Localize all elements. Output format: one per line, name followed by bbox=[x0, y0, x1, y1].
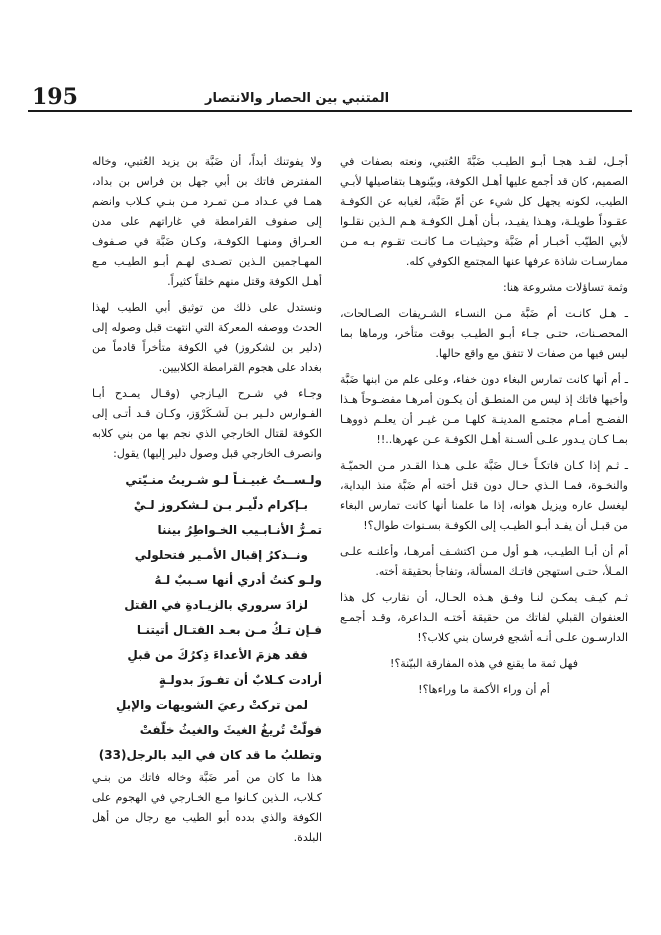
verse-line: فولّتْ تُريغُ الغيثَ والغيثُ خلّفتْ bbox=[139, 723, 322, 737]
verse-line: بـإكرام دلّيـر بـن لـشكروز لـيْ bbox=[133, 498, 308, 512]
paragraph: ثـم كيـف يمكـن لنـا وفـق هـذه الحـال، أن نقارب كل هذا العنفوان القبلي لفاتك من حقيقة أختـه الـداعرة، وقـد أجمـع الدارسـون علـى أنـه أشجع فرسان بني كلاب؟! bbox=[340, 591, 628, 644]
header-rule bbox=[28, 110, 632, 112]
verse-line: ونــذكرُ إقبال الأمـير فتحلولي bbox=[134, 548, 308, 562]
paragraph: ونستدل على ذلك من توثيق أبي الطيب لهذا الحدث ووصفه المعركة التي انتهت قبل وصوله إلى (دلير بن لشكروز) في الكوفة متأخراً قادماً من بغداد على هجوم القرامطة الكلابيين. bbox=[92, 301, 322, 374]
paragraph: وجـاء في شـرح اليـازجي (وقـال يمـدح أبـا الفـوارس دلـير بـن لَشـكَرْوَز، وكـان قـد أتـى إلى الكوفة لقتال الخارجي الذي نجم بها من بني كلابه وانصرف الخارجي قبل وصول دلير إليها) يقول: bbox=[92, 387, 322, 460]
right-column bbox=[340, 152, 628, 706]
closing-question: أم أن وراء الأكمة ما وراءها؟! bbox=[418, 683, 550, 696]
verse-line: لمن تركتْ رعيَ الشويهات والإبلِ bbox=[115, 698, 308, 712]
poem bbox=[92, 468, 322, 768]
closing-question: فهل ثمة ما يقنع في هذه المفارقة البيّنة؟! bbox=[390, 657, 578, 670]
paragraph: ـ ثـم إذا كـان فاتكـاً خـال ضَبَّة علـى هـذا القـدر مـن الحميّـة والنخـوة، فمـا الـذي حـال دون قتل أخته أم ضَبَّة منذ البداية، ليغسل عاره ويزيل هوانه، إذا ما علمنا أنها كانت تمارس البغاء من قبـل أن يفـد أبـو الطيـب إلى الكوفـة بسـنوات طوال؟! bbox=[340, 459, 628, 532]
paragraph: وثمة تساؤلات مشروعة هنا: bbox=[502, 281, 628, 294]
verse-line: وتطلبُ ما قد كان في اليد بالرجل(33) bbox=[98, 748, 322, 762]
verse-line: أرادت كـلابٌ أن تفـوزَ بدولـةٍ bbox=[158, 673, 322, 687]
verse-line: فقد هزمَ الأعداءَ ذِكرُكَ من قبلِ bbox=[127, 648, 308, 662]
verse-line: ولـســتُ غبيـنـاً لـو شـريتُ منـيّتي bbox=[125, 473, 322, 487]
paragraph: هذا ما كان من أمر ضَبَّة وخاله فاتك من بنـي كـلاب، الـذين كـانوا مـع الخـارجي في الهجوم على الكوفة والذي بدده أبو الطيب مع رجال من أهل البلدة. bbox=[92, 771, 322, 844]
verse-line: تمـرُّ الأنـابـيب الخـواطِرُ بيننا bbox=[157, 523, 322, 537]
left-column bbox=[92, 152, 322, 854]
running-title: المتنبي بين الحصار والانتصار bbox=[205, 91, 390, 106]
verse-line: ولـو كنتُ أدري أنها سـببٌ لـهُ bbox=[154, 573, 322, 587]
page-number: 195 bbox=[32, 84, 78, 110]
paragraph: أم أن أبـا الطيـب، هـو أول مـن اكتشـف أمرهـا، وأعلنـه علـى المـلأ، حتـى استهجن فاتـك المسألة، وتفاجأ بحقيقة أخته. bbox=[340, 545, 628, 578]
verse-line: لزادَ سروري بالزيـادةِ في القتل bbox=[124, 598, 308, 612]
paragraph: أجـل، لقـد هجـا أبـو الطيـب ضَبَّةَ العُتبي، ونعته بصفات في الصميم، كان قد أجمع عليها أهـل الكوفة، وبيّنوهـا بتفاصيلها لأبـي الطيب، لكونه يجهل كل شيء عن أمّ ضَبَّة، لغيابه عن الكوفـة عقـوداً طويلـة، وهـذا يفيـد، بـأن أهـل الكوفـة هـم الـذين نقلـوا لأبي الطيّب أخبـار أم ضَبَّة وحيثيـات مـا كانـت تقـوم بـه مـن ممارسـات شاذة عرفها عنها المجتمع الكوفي كله. bbox=[340, 155, 628, 268]
paragraph: ـ أم أنها كانت تمارس البغاء دون خفاء، وعلى علم من ابنها ضَبَّة وأخيها فاتك إذ ليس من المنطـق أن يكـون أمرهـا مفضـوحاً هـذا الفضـح أمـام مجتمـع المدينـة كلهـا مـن غيـر أن يعلـم ذووهـا بمـا كـان يـدور علـى ألسـنة أهـل الكوفـة عـن عهرها..!! bbox=[340, 373, 628, 446]
paragraph: ـ هـل كانـت أم ضَبَّة مـن النسـاء الشـريفات الصـالحات، المحصـنات، حتـى جـاء أبـو الطيـب بوقت متأخر، ورماها بما ليس فيها من صفات لا تتفق مع واقع حالها. bbox=[340, 307, 628, 360]
verse-line: فـإن تـكُ مـن بعـد القتـال أتيتنـا bbox=[136, 623, 322, 637]
paragraph: ولا يفوتنك أبداً، أن ضَبَّة بن يزيد العُتبي، وخاله المفترض فاتك بن أبي جهل بن فراس بن بداد، همـا في عـداد مـن تمـرد مـن بنـي كـلاب وانضم إلى صفوف القرامطة في غاراتهم على مدن العـراق ومنهـا الكوفـة، وكـان ضَبَّة في صـفوف المهـاجمين الـذين تصـدى لهـم أبـو الطيـب مـع أهـل الكوفة وقتل منهم خلقاً كثيراً. bbox=[92, 155, 322, 288]
